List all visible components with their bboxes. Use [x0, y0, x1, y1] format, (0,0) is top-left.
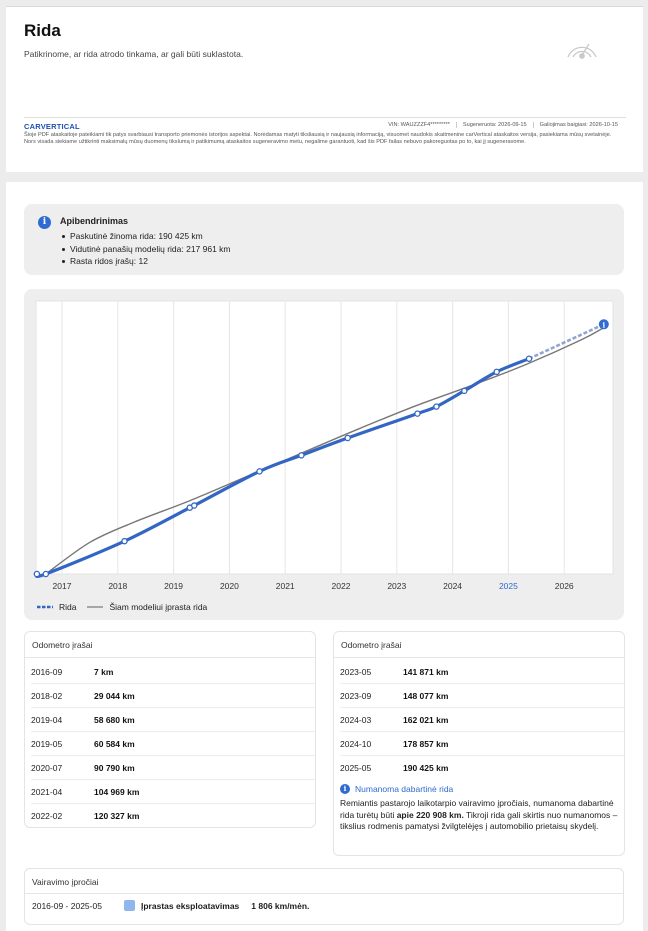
x-tick-label: 2020	[219, 581, 239, 591]
odometer-table-left	[24, 631, 316, 828]
habits-swatch	[124, 900, 135, 911]
row-value: 190 425 km	[403, 763, 449, 773]
odometer-table-title: Odometro įrašai	[25, 632, 315, 658]
data-point	[462, 388, 467, 393]
mileage-section-card	[6, 182, 643, 931]
data-point	[434, 404, 439, 409]
data-point	[345, 435, 350, 440]
estimate-heading	[340, 784, 618, 794]
habits-title: Vairavimo įpročiai	[25, 869, 623, 894]
estimate-value: apie 220 908 km.	[396, 809, 464, 820]
odometer-logo-icon	[562, 27, 602, 67]
data-point	[257, 469, 262, 474]
table-row	[31, 708, 315, 732]
row-value: 162 021 km	[403, 714, 449, 725]
estimate-text-part: Tikroji rida gali skirtis nuo numanomos – tikslius rodmenis pamatysi žvilgtelėjęs į automobilio prietaisų skydelį.	[340, 809, 618, 831]
row-value: 120 327 km	[94, 811, 140, 821]
estimate-text-part: Remiantis pastarojo laikotarpio vairavimo įpročiais, numanoma dabartinė rida turėtų būti	[340, 798, 614, 820]
summary-item: Paskutinė žinoma rida: 190 425 km	[70, 230, 231, 243]
summary-box	[24, 204, 624, 275]
row-date: 2023-05	[340, 666, 372, 677]
data-point	[299, 453, 304, 458]
table-row	[31, 684, 315, 708]
legend-typical-swatch	[86, 604, 104, 610]
row-value: 29 044 km	[94, 690, 135, 701]
legend-ride-label: Rida	[59, 602, 77, 612]
data-point	[494, 369, 499, 374]
row-value: 90 790 km	[94, 762, 135, 773]
table-row	[31, 804, 315, 828]
table-row	[31, 756, 315, 780]
x-tick-label: 2017	[52, 581, 72, 591]
data-point	[415, 411, 420, 416]
table-row	[340, 732, 624, 756]
legend-typical-label: Šiam modeliui įprasta rida	[109, 602, 208, 612]
table-row	[31, 732, 315, 756]
data-point	[43, 571, 48, 576]
summary-item: Rasta ridos įrašų: 12	[70, 255, 231, 268]
info-icon: i	[340, 784, 350, 794]
page-title: Rida	[24, 21, 61, 40]
disclaimer-text: Šioje PDF ataskaitoje pateikiami tik patys svarbiausi transporto priemonės istorijos aspektai. Norėdamas matyti tiksliausią ir naujausią informaciją, visuomet naudokis skaitmenine carVertical ataskaitos versija, pasiekiama mūsų svetainėje. Nors visada siekiame užtikrinti maksimalų mūsų duomenų tikslumą ir patikimumą ataskaitos sugeneravimo metu, negalime garantuoti, kad šis PDF failas nebuvo pakoreguotas po to, kai jį sugeneravome.	[24, 132, 612, 146]
table-row	[31, 780, 315, 804]
table-row	[340, 756, 624, 780]
row-date: 2023-09	[340, 690, 372, 701]
report-header-card	[6, 6, 643, 172]
x-tick-label: 2026	[554, 581, 574, 591]
table-row	[340, 684, 624, 708]
summary-list	[70, 230, 231, 268]
info-icon: i	[38, 216, 51, 229]
habits-row	[25, 894, 623, 917]
summary-item: Vidutinė panašių modelių rida: 217 961 km	[70, 243, 231, 254]
data-point	[192, 503, 197, 508]
row-value: 178 857 km	[403, 738, 449, 749]
row-date: 2024-10	[340, 738, 372, 749]
generated-date: Sugeneruota: 2026-09-15	[456, 122, 533, 128]
summary-title: Apibendrinimas	[60, 216, 129, 226]
mileage-chart	[24, 289, 624, 620]
header-divider	[24, 117, 626, 118]
table-row	[340, 660, 624, 684]
data-point	[122, 539, 127, 544]
row-value: 141 871 km	[403, 666, 449, 677]
page-subtitle: Patikrinome, ar rida atrodo tinkama, ar gali būti suklastota.	[24, 49, 244, 59]
x-tick-label: 2018	[108, 581, 128, 591]
data-point	[526, 356, 531, 361]
row-date: 2025-05	[340, 763, 372, 773]
row-date: 2018-02	[31, 690, 63, 701]
row-date: 2022-02	[31, 811, 63, 821]
x-tick-label: 2025	[498, 581, 518, 591]
x-tick-label: 2024	[443, 581, 463, 591]
row-value: 148 077 km	[403, 690, 449, 701]
estimate-title: Numanoma dabartinė rida	[355, 784, 454, 794]
chart-legend	[36, 602, 207, 612]
row-date: 2019-04	[31, 714, 63, 725]
row-date: 2024-03	[340, 714, 372, 725]
legend-ride	[36, 602, 76, 612]
legend-ride-swatch	[36, 604, 54, 610]
row-value: 104 969 km	[94, 786, 140, 797]
x-tick-label: 2019	[164, 581, 184, 591]
row-date: 2021-04	[31, 786, 63, 797]
legend-typical	[86, 602, 207, 612]
x-tick-label: 2021	[275, 581, 295, 591]
row-date: 2019-05	[31, 738, 63, 749]
estimate-marker-glyph: i	[602, 320, 606, 330]
x-tick-label: 2022	[331, 581, 351, 591]
valid-until-date: Galiojimas baigiasi: 2026-10-15	[533, 122, 624, 128]
odometer-table-title: Odometro įrašai	[334, 632, 624, 658]
report-meta	[382, 122, 624, 128]
driving-habits-card	[24, 868, 624, 925]
plot-area	[36, 301, 613, 574]
table-row	[31, 660, 315, 684]
habits-rate: 1 806 km/mėn.	[251, 900, 310, 911]
estimate-text	[340, 798, 618, 833]
x-tick-label: 2023	[387, 581, 407, 591]
table-row	[340, 708, 624, 732]
row-value: 60 584 km	[94, 738, 135, 749]
carvertical-logo: CARVERTICAL	[24, 122, 80, 131]
estimate-block	[334, 780, 624, 833]
odometer-table-right	[333, 631, 625, 856]
data-point	[34, 571, 39, 576]
habits-period: 2016-09 - 2025-05	[32, 900, 102, 911]
mileage-chart-svg	[24, 289, 624, 620]
vin-text: VIN: WAUZZZF4*********	[388, 122, 450, 128]
row-date: 2016-09	[31, 666, 63, 677]
row-value: 58 680 km	[94, 714, 135, 725]
habits-label: Įprastas eksploatavimas	[141, 900, 240, 911]
row-date: 2020-07	[31, 762, 63, 773]
row-value: 7 km	[94, 666, 114, 677]
